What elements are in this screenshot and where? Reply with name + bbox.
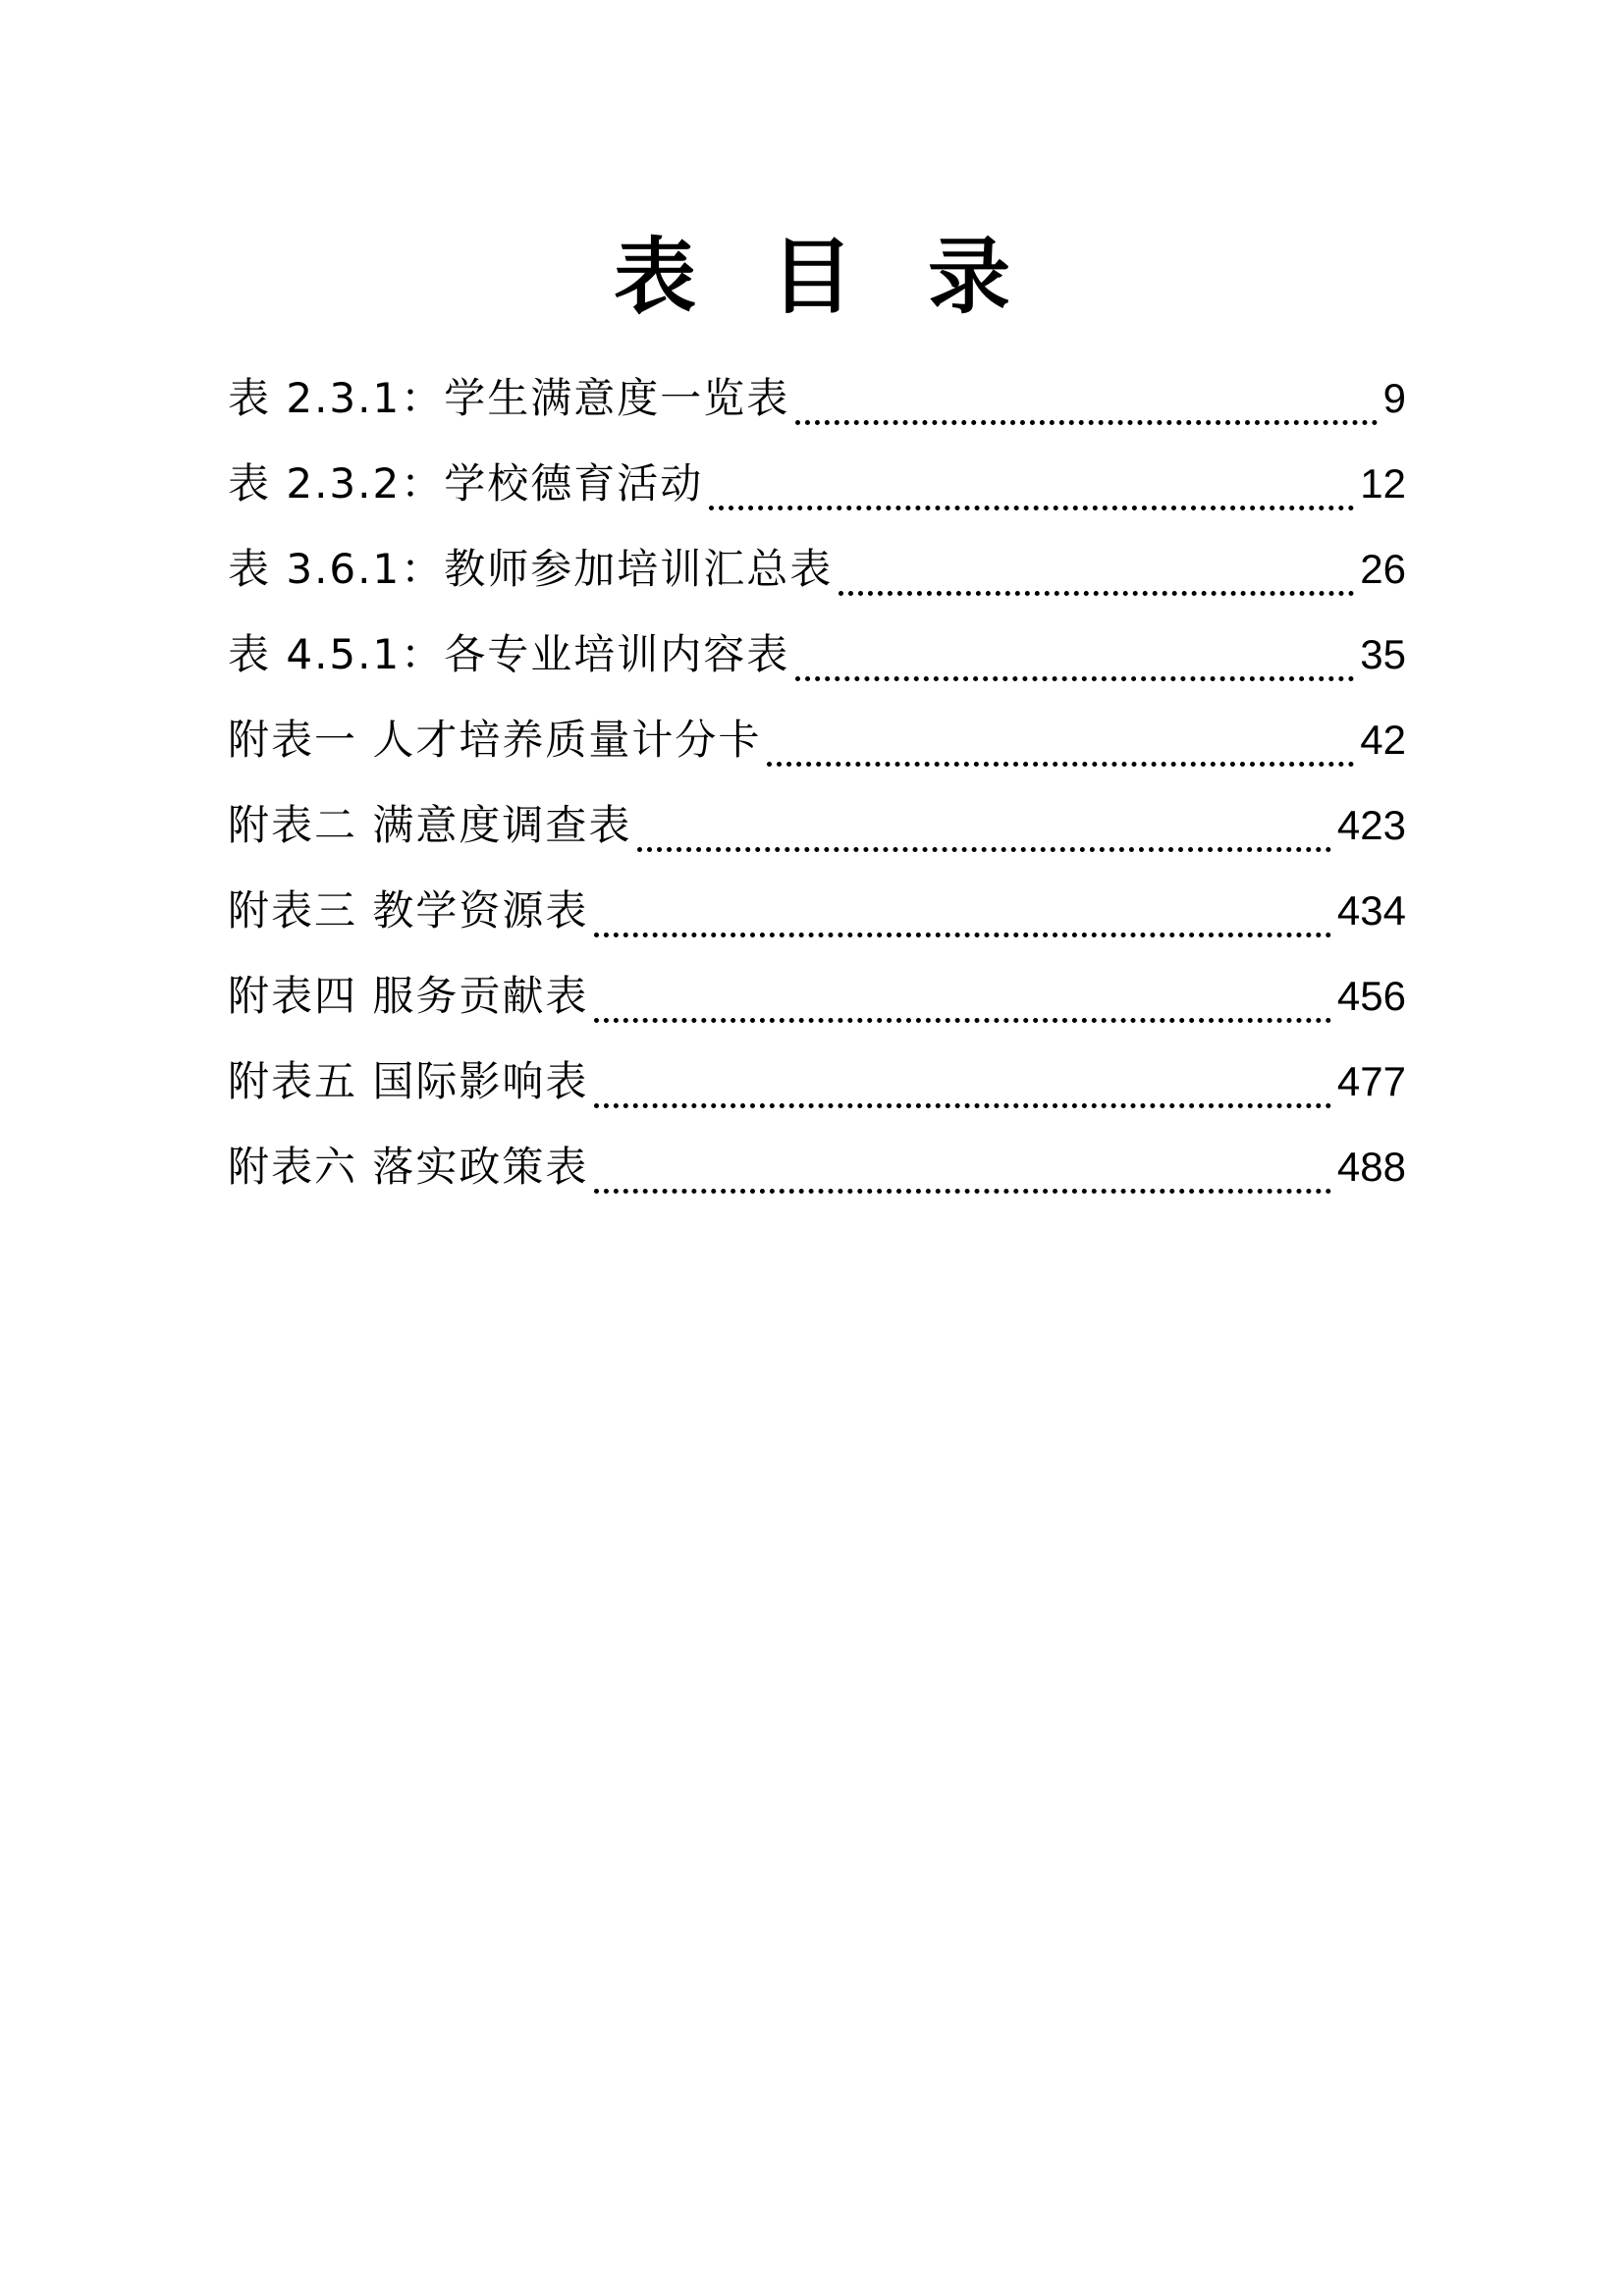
toc-entry-label: 附表一 人才培养质量计分卡 xyxy=(228,715,762,764)
toc-entry[interactable] xyxy=(228,953,1406,1039)
toc-entry-label: 表 2.3.2：学校德育活动 xyxy=(228,458,704,507)
toc-entry-page: 26 xyxy=(1360,545,1406,592)
toc-entry[interactable] xyxy=(228,697,1406,782)
toc-entry[interactable] xyxy=(228,1124,1406,1209)
toc-dot-leader xyxy=(594,933,1331,937)
toc-entry-label: 附表二 满意度调查表 xyxy=(228,800,632,849)
toc-entry-page: 12 xyxy=(1360,459,1406,507)
toc-entry-label: 附表六 落实政策表 xyxy=(228,1142,589,1191)
toc-entry-page: 477 xyxy=(1336,1057,1406,1104)
toc-entry-label: 表 3.6.1：教师参加培训汇总表 xyxy=(228,544,834,593)
toc-dot-leader xyxy=(709,506,1354,510)
toc-dot-leader xyxy=(767,762,1354,767)
toc-entry-page: 434 xyxy=(1336,886,1406,934)
table-of-contents xyxy=(228,355,1406,1209)
toc-entry-label: 表 2.3.1：学生满意度一览表 xyxy=(228,373,790,422)
toc-entry-page: 423 xyxy=(1336,801,1406,848)
toc-entry-page: 9 xyxy=(1382,374,1406,421)
toc-dot-leader xyxy=(594,1103,1331,1108)
toc-entry-label: 附表三 教学资源表 xyxy=(228,885,589,934)
toc-dot-leader xyxy=(795,676,1354,681)
toc-entry-page: 35 xyxy=(1360,630,1406,677)
toc-entry-label: 附表五 国际影响表 xyxy=(228,1056,589,1105)
page-title-char: 表 xyxy=(613,229,696,325)
toc-entry-page: 42 xyxy=(1360,716,1406,763)
toc-entry-label: 附表四 服务贡献表 xyxy=(228,971,589,1020)
toc-entry-label: 表 4.5.1：各专业培训内容表 xyxy=(228,629,790,678)
toc-dot-leader xyxy=(795,420,1377,425)
page-title xyxy=(0,228,1624,326)
toc-dot-leader xyxy=(839,591,1354,596)
toc-entry[interactable] xyxy=(228,1039,1406,1124)
toc-entry[interactable] xyxy=(228,355,1406,441)
toc-entry[interactable] xyxy=(228,868,1406,953)
toc-entry[interactable] xyxy=(228,782,1406,868)
toc-entry-page: 456 xyxy=(1336,972,1406,1019)
page-title-char: 目 xyxy=(770,229,853,325)
toc-entry[interactable] xyxy=(228,612,1406,697)
toc-entry-page: 488 xyxy=(1336,1143,1406,1190)
page-title-char: 录 xyxy=(928,229,1011,325)
toc-dot-leader xyxy=(637,847,1331,852)
toc-entry[interactable] xyxy=(228,441,1406,526)
toc-entry[interactable] xyxy=(228,526,1406,612)
toc-dot-leader xyxy=(594,1018,1331,1023)
toc-dot-leader xyxy=(594,1189,1331,1194)
